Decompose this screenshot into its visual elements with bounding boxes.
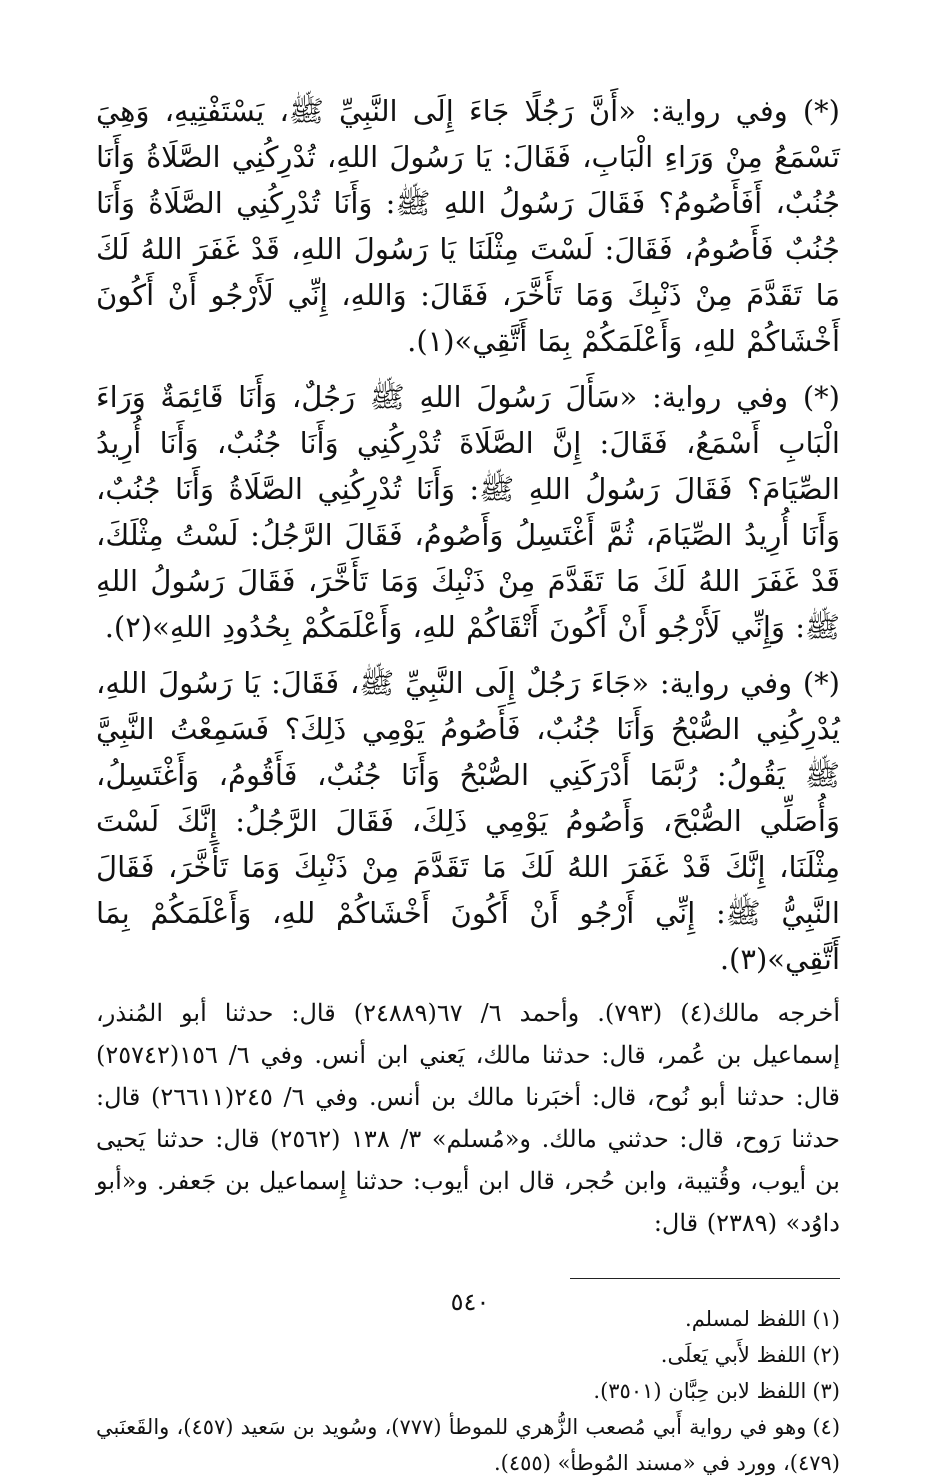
footnote-number: (١) (812, 1307, 840, 1331)
footnote-4 (96, 1409, 840, 1481)
hadith-paragraph-2: (*) وفي رواية: «سَأَلَ رَسُولَ اللهِ ﷺ رَجُلٌ، وَأَنَا قَائِمَةٌ وَرَاءَ الْبَابِ أَسْمَعُ، فَقَالَ: إِنَّ الصَّلَاةَ تُدْرِكُنِي وَأَنَا جُنُبٌ، وَأَنَا أُرِيدُ الصِّيَامَ؟ فَقَالَ رَسُولُ اللهِ ﷺ: وَأَنَا تُدْرِكُنِي الصَّلَاةُ وَأَنَا جُنُبٌ، وَأَنَا أُرِيدُ الصِّيَامَ، ثُمَّ أَغْتَسِلُ وَأَصُومُ، فَقَالَ الرَّجُلُ: لَسْتُ مِثْلَكَ، قَدْ غَفَرَ اللهُ لَكَ مَا تَقَدَّمَ مِنْ ذَنْبِكَ وَمَا تَأَخَّرَ، فَقَالَ رَسُولُ اللهِ ﷺ: وَإِنِّي لَأَرْجُو أَنْ أَكُونَ أَتْقَاكُمْ للهِ، وَأَعْلَمَكُمْ بِحُدُودِ اللهِ»(٢). (96, 380, 840, 644)
footnote-3 (96, 1373, 840, 1409)
footnotes (96, 1301, 840, 1481)
hadith-paragraph-3: (*) وفي رواية: «جَاءَ رَجُلٌ إِلَى النَّبِيِّ ﷺ، فَقَالَ: يَا رَسُولَ اللهِ، يُدْرِكُنِي الصُّبْحُ وَأَنَا جُنُبٌ، فَأَصُومُ يَوْمِي ذَلِكَ؟ فَسَمِعْتُ النَّبِيَّ ﷺ يَقُولُ: رُبَّمَا أَدْرَكَنِي الصُّبْحُ وَأَنَا جُنُبٌ، فَأَقُومُ، وَأَغْتَسِلُ، وَأُصَلِّي الصُّبْحَ، وَأَصُومُ يَوْمِي ذَلِكَ، فَقَالَ الرَّجُلُ: إِنَّكَ لَسْتَ مِثْلَنَا، إِنَّكَ قَدْ غَفَرَ اللهُ لَكَ مَا تَقَدَّمَ مِنْ ذَنْبِكَ وَمَا تَأَخَّرَ، فَقَالَ النَّبِيُّ ﷺ: إِنِّي أَرْجُو أَنْ أَكُونَ أَخْشَاكُمْ للهِ، وَأَعْلَمَكُمْ بِمَا أَتَّقِي»(٣). (96, 666, 840, 976)
footnote-text: اللفظ لمسلم. (685, 1307, 807, 1331)
footnote-number: (٤) (812, 1415, 841, 1439)
footnote-text: اللفظ لأَبي يَعلَى. (660, 1343, 807, 1367)
footnote-2 (96, 1337, 840, 1373)
page-number: ٥٤٠ (450, 1288, 490, 1316)
footnote-text: اللفظ لابن حِبَّان (٣٥٠١). (593, 1379, 807, 1403)
source-paragraph: أخرجه مالك(٤) (٧٩٣). وأحمد ٦/ ٦٧(٢٤٨٨٩) قال: حدثنا أبو المُنذر، إسماعيل بن عُمر، قال: حدثنا مالك، يَعني ابن أنس. وفي ٦/ ١٥٦(٢٥٧٤٢) قال: حدثنا أبو نُوح، قال: أخبَرنا مالك بن أنس. وفي ٦/ ٢٤٥(٢٦٦١١) قال: حدثنا رَوح، قال: حدثني مالك. و«مُسلم» ٣/ ١٣٨ (٢٥٦٢) قال: حدثنا يَحيى بن أيوب، وقُتيبة، وابن حُجر، قال ابن أيوب: حدثنا إِسماعيل بن جَعفر. و«أبو داوُد» (٢٣٨٩) قال: (96, 999, 840, 1237)
footnote-number: (٢) (812, 1343, 840, 1367)
footnote-separator (570, 1278, 840, 1279)
footnote-number: (٣) (812, 1379, 840, 1403)
page-body (96, 88, 840, 1481)
footnote-text: وهو في رواية أَبي مُصعب الزُّهري للموطأ (٧٧٧)، وسُويد بن سَعيد (٤٥٧)، والقَعنَبي (٤٧٩)، وورد في «مسند المُوطأ» (٤٥٥). (96, 1415, 840, 1475)
hadith-paragraph-1: (*) وفي رواية: «أَنَّ رَجُلًا جَاءَ إِلَى النَّبِيِّ ﷺ، يَسْتَفْتِيهِ، وَهِيَ تَسْمَعُ مِنْ وَرَاءِ الْبَابِ، فَقَالَ: يَا رَسُولَ اللهِ، تُدْرِكُنِي الصَّلَاةُ وَأَنَا جُنُبٌ، أَفَأَصُومُ؟ فَقَالَ رَسُولُ اللهِ ﷺ: وَأَنَا تُدْرِكُنِي الصَّلَاةُ وَأَنَا جُنُبٌ فَأَصُومُ، فَقَالَ: لَسْتَ مِثْلَنَا يَا رَسُولَ اللهِ، قَدْ غَفَرَ اللهُ لَكَ مَا تَقَدَّمَ مِنْ ذَنْبِكَ وَمَا تَأَخَّرَ، فَقَالَ: وَاللهِ، إِنِّي لَأَرْجُو أَنْ أَكُونَ أَخْشَاكُمْ للهِ، وَأَعْلَمَكُمْ بِمَا أَتَّقِي»(١). (96, 94, 840, 358)
